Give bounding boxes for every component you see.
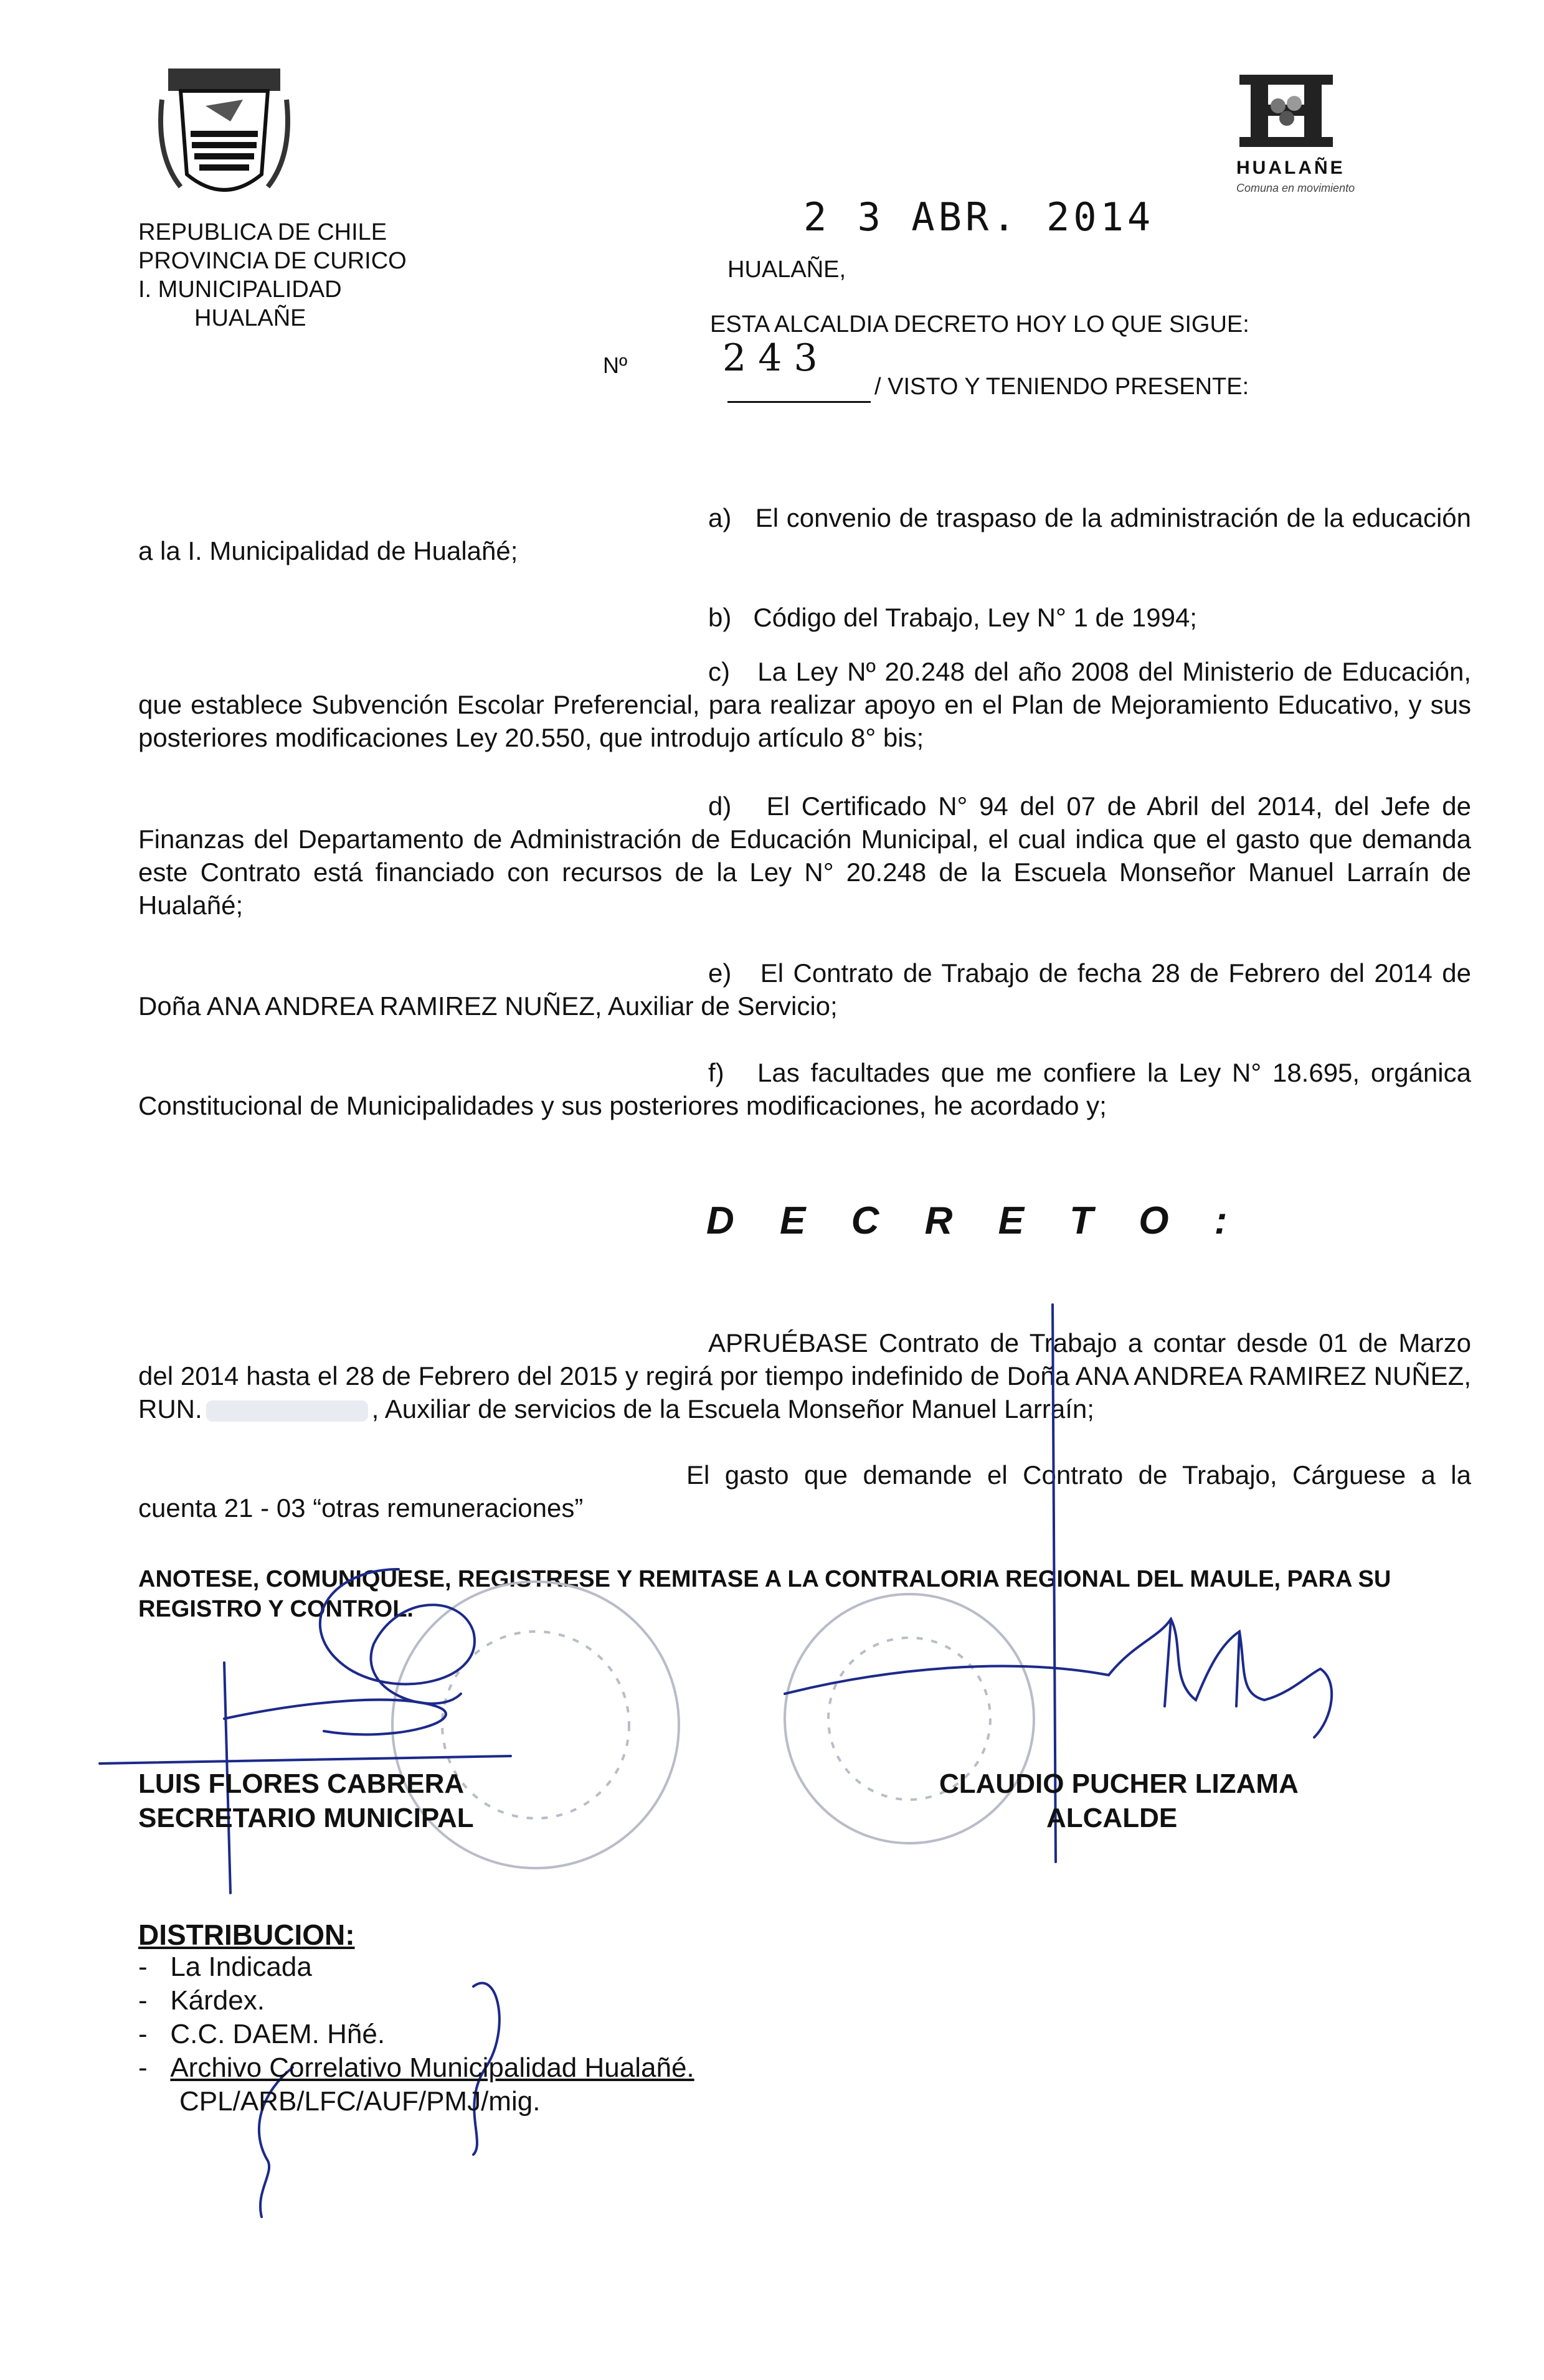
left-signature-name: LUIS FLORES CABRERA <box>138 1768 465 1799</box>
decree-number: 2 4 3 <box>722 336 818 380</box>
decree-line: ESTA ALCALDIA DECRETO HOY LO QUE SIGUE: <box>710 311 1249 338</box>
considerando-text: El Certificado N° 94 del 07 de Abril del 2014, del Jefe de Finanzas del Departamento de Administración de Educación Municipal, el cual indica que el gasto que demanda este Contrato está financiado con recursos de la Ley N° 20.248 de la Escuela Monseñor Manuel Larraín de Hualañé; <box>138 791 1471 920</box>
considerando-text: Código del Trabajo, Ley N° 1 de 1994; <box>753 603 1197 632</box>
visto-line: / VISTO Y TENIENDO PRESENTE: <box>874 374 1249 400</box>
logo-tagline: Comuna en movimiento <box>1236 182 1355 194</box>
considerando-text: Las facultades que me confiere la Ley N° 18.695, orgánica Constitucional de Municipalidades y sus posteriores modificaciones, he acordado y; <box>138 1058 1471 1120</box>
considerando-text: El Contrato de Trabajo de fecha 28 de Febrero del 2014 de Doña ANA ANDREA RAMIREZ NUÑEZ, Auxiliar de Servicio; <box>138 958 1471 1021</box>
considerando-label: d) <box>708 791 732 821</box>
right-signature-name: CLAUDIO PUCHER LIZAMA <box>939 1768 1299 1799</box>
closing-statement: ANOTESE, COMUNIQUESE, REGISTRESE Y REMITASE A LA CONTRALORIA REGIONAL DEL MAULE, PARA SU REGISTRO Y CONTROL. <box>138 1566 1391 1622</box>
distribution-list <box>138 1950 1135 2118</box>
considerando-label: b) <box>708 603 732 632</box>
header-line: REPUBLICA DE CHILE <box>138 219 387 245</box>
considerando-label: e) <box>708 958 732 988</box>
header-line: PROVINCIA DE CURICO <box>138 248 407 274</box>
right-signature-title: ALCALDE <box>1046 1803 1178 1833</box>
list-item <box>138 2085 1135 2118</box>
list-item: - Archivo Correlativo Municipalidad Hualañé. <box>138 2052 694 2083</box>
considerando-label: c) <box>708 657 730 686</box>
distribution-item: La Indicada <box>170 1952 312 1982</box>
list-item: - Kárdex. <box>138 1985 265 2016</box>
distribution-item: C.C. DAEM. Hñé. <box>170 2019 386 2049</box>
decreto-title: D E C R E T O : <box>706 1199 1245 1242</box>
distribution-item: Kárdex. <box>170 1985 265 2016</box>
date-stamp: 2 3 ABR. 2014 <box>803 194 1155 240</box>
distribution-title: DISTRIBUCION: <box>138 1919 355 1951</box>
list-item: - C.C. DAEM. Hñé. <box>138 2019 386 2049</box>
distribution-item: Archivo Correlativo Municipalidad Hualañé. <box>170 2052 694 2083</box>
distribution-initials: CPL/ARB/LFC/AUF/PMJ/mig. <box>179 2086 541 2117</box>
header-line: I. MUNICIPALIDAD <box>138 276 342 303</box>
left-signature-title: SECRETARIO MUNICIPAL <box>138 1803 474 1833</box>
resolutivo-text: , Auxiliar de servicios de la Escuela Monseñor Manuel Larraín; <box>371 1394 1094 1424</box>
resolutivo-text: Marzo del 2014 hasta el 28 de Febrero del 2015 y regirá por tiempo indefinido de Doña ANA ANDREA RAMIREZ NUÑEZ, RUN. <box>138 1328 1472 1424</box>
considerando-text: La Ley Nº 20.248 del año 2008 del Ministerio de Educación, que establece Subvención Escolar Preferencial, para realizar apoyo en el Plan de Mejoramiento Educativo, y sus posteriores modificaciones Ley 20.550, que introdujo artículo 8° bis; <box>138 657 1471 752</box>
header-line: HUALAÑE <box>194 305 306 331</box>
resolutivo-lead: El gasto que demande el Contrato de Trabajo, Cárguese a la <box>686 1460 1471 1490</box>
considerando-label: a) <box>708 503 732 532</box>
resolutivo-lead: APRUÉBASE Contrato de Trabajo a contar desde 01 de <box>708 1328 1388 1358</box>
considerando-label: f) <box>708 1058 724 1087</box>
resolutivo-text: cuenta 21 - 03 “otras remuneraciones” <box>138 1493 584 1523</box>
list-item: - La Indicada <box>138 1952 312 1982</box>
number-prefix: Nº <box>603 352 628 378</box>
considerando-text: El convenio de traspaso de la administración de la educación a la I. Municipalidad de Hualañé; <box>138 503 1471 565</box>
logo-name: HUALAÑE <box>1236 158 1345 178</box>
city-label: HUALAÑE, <box>727 257 846 283</box>
